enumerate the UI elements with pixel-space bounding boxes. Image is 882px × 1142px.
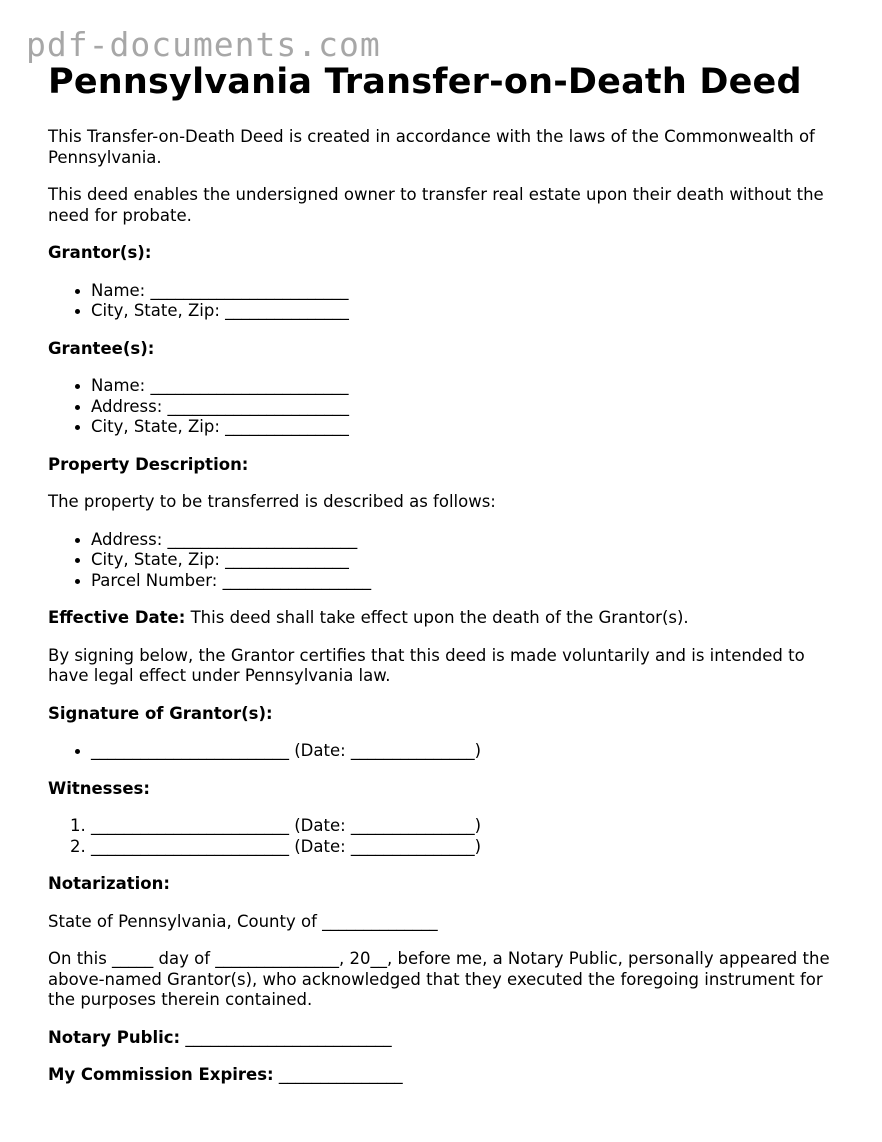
page-title: Pennsylvania Transfer-on-Death Deed: [48, 62, 802, 102]
property-parcel-field: • Parcel Number: __________________: [91, 571, 848, 592]
property-intro: The property to be transferred is described as follows:: [48, 492, 496, 511]
grantor-list: [48, 281, 848, 322]
commission-expires-line: [48, 1065, 848, 1086]
witnesses-list: [48, 816, 848, 857]
commission-expires-label: My Commission Expires:: [48, 1065, 274, 1084]
watermark: pdf-documents.com: [26, 25, 381, 64]
witness-signature-line-2: 2. ________________________ (Date: _______________): [91, 837, 848, 858]
commission-expires-blank: _______________: [273, 1065, 403, 1084]
grantor-signature-line: • ________________________ (Date: _______________): [91, 741, 848, 762]
grantee-heading: Grantee(s):: [48, 338, 155, 358]
grantee-name-field: • Name: ________________________: [91, 376, 848, 397]
intro-paragraph: This Transfer-on-Death Deed is created in accordance with the laws of the Commonwealth of Pennsylvania.: [48, 127, 815, 167]
grantee-address-field: • Address: ______________________: [91, 397, 848, 418]
property-list: [48, 530, 848, 592]
property-address-field: • Address: _______________________: [91, 530, 848, 551]
notarization-county: State of Pennsylvania, County of ______________: [48, 911, 438, 931]
notary-public-line: [48, 1028, 848, 1049]
effective-date-paragraph: [48, 608, 848, 629]
signature-list: [48, 741, 848, 762]
grantee-city-field: • City, State, Zip: _______________: [91, 417, 848, 438]
effective-date-label: Effective Date:: [48, 608, 186, 627]
grantor-name-field: • Name: ________________________: [91, 281, 848, 302]
signature-heading: Signature of Grantor(s):: [48, 703, 273, 723]
purpose-paragraph: This deed enables the undersigned owner to transfer real estate upon their death without the need for probate.: [48, 185, 824, 225]
grantee-list: [48, 376, 848, 438]
document-body: [48, 62, 848, 1103]
notarization-heading: Notarization:: [48, 874, 170, 893]
witnesses-heading: Witnesses:: [48, 778, 150, 798]
effective-date-text: This deed shall take effect upon the death of the Grantor(s).: [185, 608, 689, 627]
notary-public-blank: _________________________: [180, 1027, 392, 1047]
witness-signature-line-1: 1. ________________________ (Date: _______________): [91, 816, 848, 837]
property-city-field: • City, State, Zip: _______________: [91, 550, 848, 571]
certification-paragraph: By signing below, the Grantor certifies that this deed is made voluntarily and is intended to have legal effect under Pennsylvania law.: [48, 645, 805, 685]
notarization-statement: On this _____ day of _______________, 20__, before me, a Notary Public, personally appeared the above-named Grantor(s), who acknowledged that they executed the foregoing instrument for the purposes therein contained.: [48, 949, 830, 1009]
grantor-heading: Grantor(s):: [48, 243, 152, 262]
grantor-city-field: • City, State, Zip: _______________: [91, 301, 848, 322]
property-heading: Property Description:: [48, 454, 249, 474]
notary-public-label: Notary Public:: [48, 1027, 181, 1047]
